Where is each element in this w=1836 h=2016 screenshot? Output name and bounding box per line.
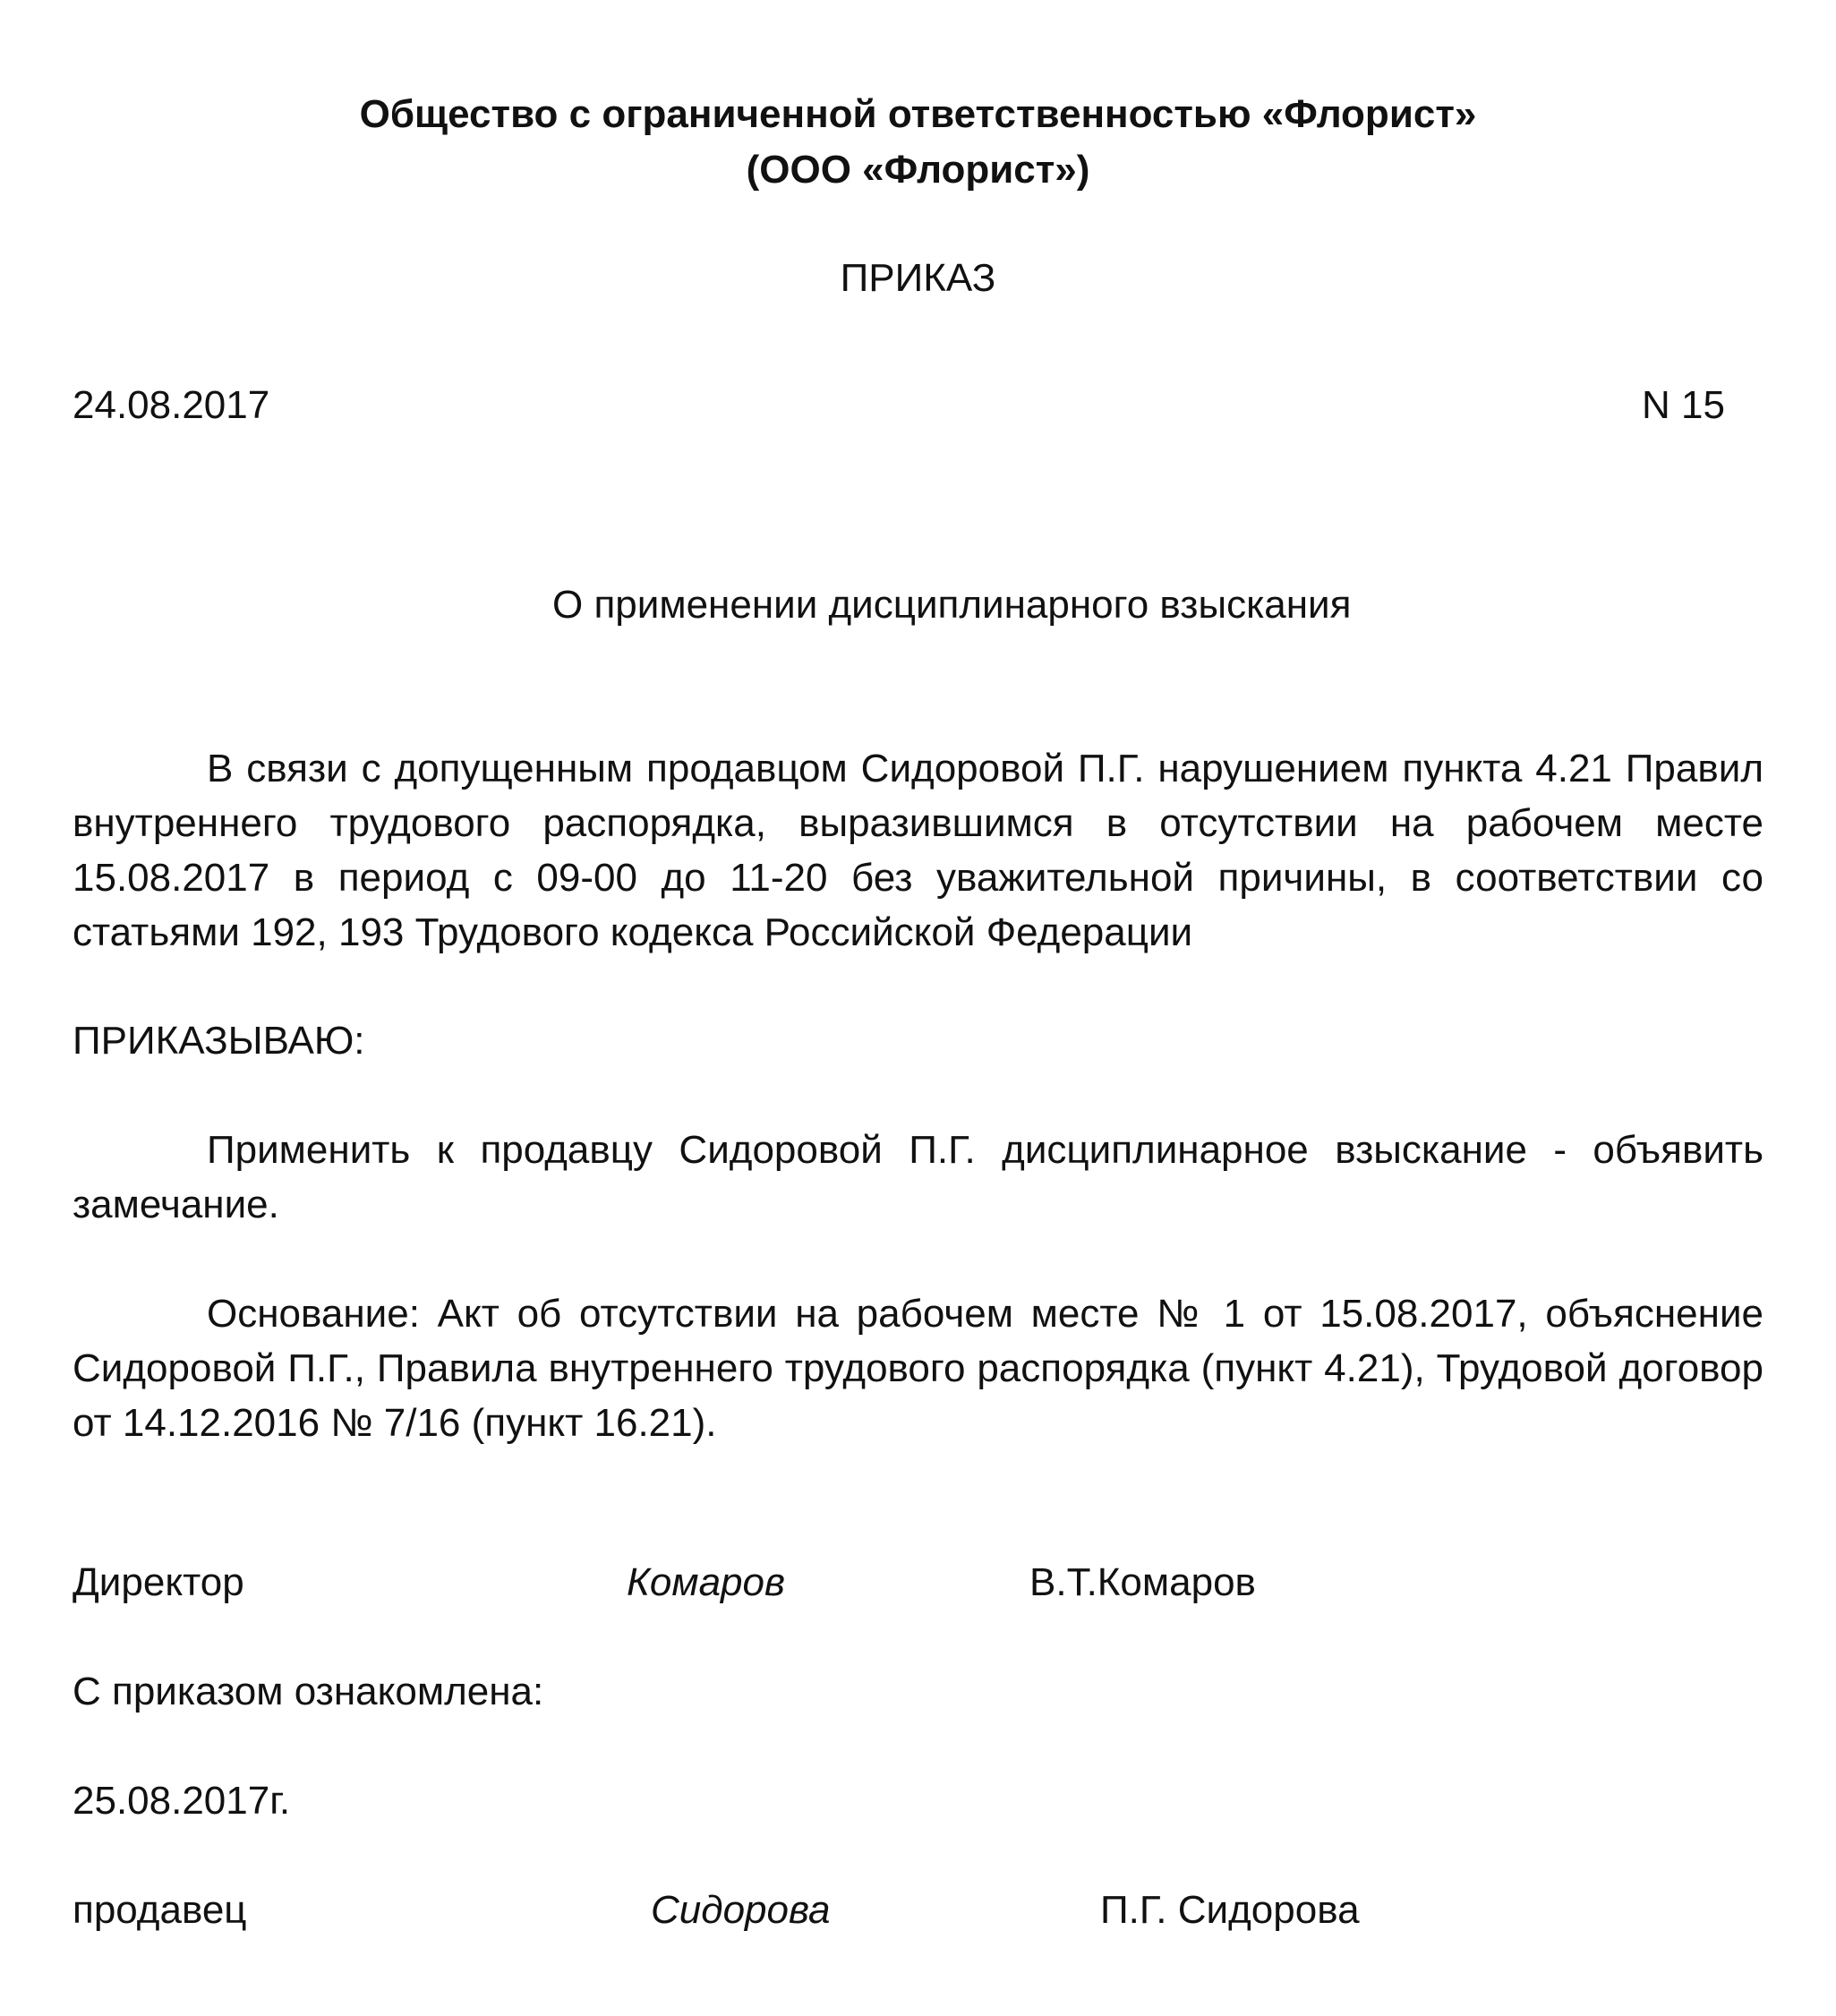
document-number: N 15: [1642, 383, 1725, 427]
document-type-title: ПРИКАЗ: [840, 256, 996, 300]
document-subject: О применении дисциплинарного взыскания: [552, 583, 1352, 627]
director-signature: Комаров: [627, 1560, 785, 1604]
document-date: 24.08.2017: [73, 383, 270, 427]
order-paragraph: Применить к продавцу Сидоровой П.Г. дисциплинарное взыскание - объявить замечание.: [73, 1128, 1763, 1226]
employee-name: П.Г. Сидорова: [1100, 1888, 1360, 1932]
employee-signature: Сидорова: [651, 1888, 831, 1932]
organization-short-name: (ООО «Флорист»): [746, 148, 1090, 192]
organization-full-name: Общество с ограниченной ответственностью «Флорист»: [359, 92, 1477, 136]
order-heading: ПРИКАЗЫВАЮ:: [73, 1019, 365, 1063]
director-title: Директор: [73, 1560, 244, 1604]
acknowledged-date: 25.08.2017г.: [73, 1779, 291, 1823]
director-name: В.Т.Комаров: [1029, 1560, 1256, 1604]
employee-title: продавец: [73, 1888, 247, 1932]
basis-paragraph: Основание: Акт об отсутствии на рабочем месте № 1 от 15.08.2017, объяснение Сидоровой П.Г., Правила внутреннего трудового распорядка (пункт 4.21), Трудовой договор от 14.12.2016 № 7/16 (пункт 16.21).: [73, 1292, 1763, 1445]
preamble-paragraph: В связи с допущенным продавцом Сидоровой П.Г. нарушением пункта 4.21 Правил внутреннего трудового распорядка, выразившимся в отсутствии на рабочем месте 15.08.2017 в период с 09-00 до 11-20 без уважительной причины, в соответствии со статьями 192, 193 Трудового кодекса Российской Федерации: [73, 747, 1763, 954]
acknowledged-label: С приказом ознакомлена:: [73, 1670, 544, 1713]
